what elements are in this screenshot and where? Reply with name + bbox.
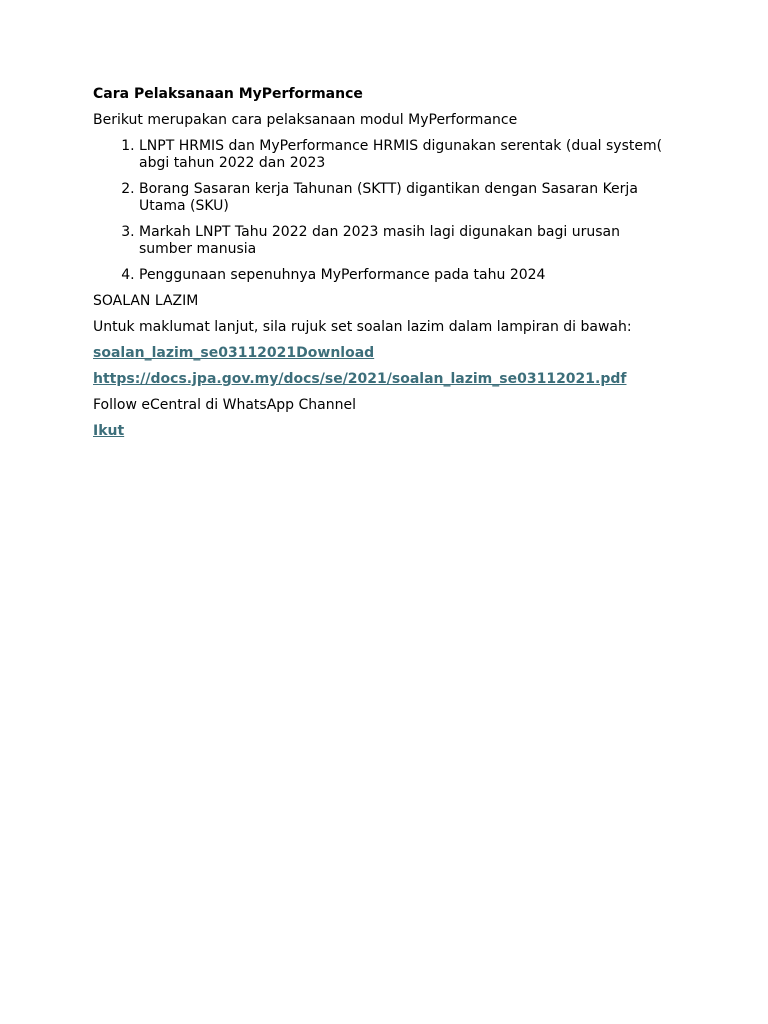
- pdf-paragraph: [93, 371, 673, 388]
- follow-link[interactable]: Ikut: [93, 423, 125, 439]
- list-item: 3. Markah LNPT Tahu 2022 dan 2023 masih lagi digunakan bagi urusan sumber manusia: [139, 224, 673, 258]
- list-item: 4. Penggunaan sepenuhnya MyPerformance pada tahu 2024: [139, 267, 673, 284]
- follow-text: Follow eCentral di WhatsApp Channel: [93, 397, 356, 413]
- list-item: 1. LNPT HRMIS dan MyPerformance HRMIS digunakan serentak (dual system( abgi tahun 2022 dan 2023: [139, 138, 673, 172]
- document-body: [93, 86, 673, 449]
- pdf-link[interactable]: https://docs.jpa.gov.my/docs/se/2021/soalan_lazim_se03112021.pdf: [93, 371, 627, 387]
- download-paragraph: [93, 345, 673, 362]
- list-item: 2. Borang Sasaran kerja Tahunan (SKTT) digantikan dengan Sasaran Kerja Utama (SKU): [139, 181, 673, 215]
- steps-list: [93, 138, 673, 284]
- faq-text: Untuk maklumat lanjut, sila rujuk set soalan lazim dalam lampiran di bawah:: [93, 319, 632, 335]
- document-title: Cara Pelaksanaan MyPerformance: [93, 86, 363, 102]
- download-link[interactable]: soalan_lazim_se03112021Download: [93, 345, 375, 361]
- follow-paragraph: [93, 423, 673, 440]
- intro-text: Berikut merupakan cara pelaksanaan modul MyPerformance: [93, 112, 518, 128]
- faq-heading: SOALAN LAZIM: [93, 293, 199, 309]
